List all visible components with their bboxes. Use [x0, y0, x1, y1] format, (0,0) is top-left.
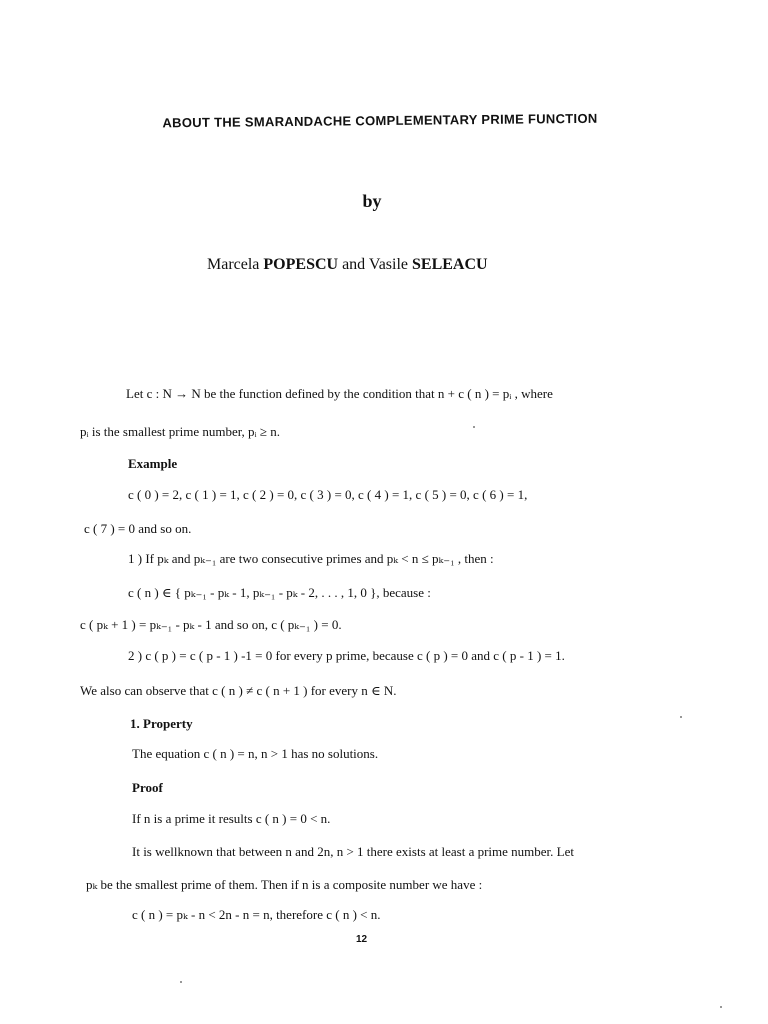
scan-speck [473, 426, 475, 428]
property-statement: The equation c ( n ) = n, n > 1 has no solutions. [132, 746, 379, 761]
author-2-last-name: SELEACU [412, 256, 488, 273]
author-1-last-name: POPESCU [263, 256, 339, 273]
scan-speck [720, 1006, 722, 1008]
item-1-line-2: c ( n ) ∈ { pₖ₋₁ - pₖ - 1, pₖ₋₁ - pₖ - 2, . . . , 1, 0 }, because : [128, 585, 431, 600]
author-2-first-name: Vasile [368, 256, 409, 273]
paper-title: ABOUT THE SMARANDACHE COMPLEMENTARY PRIME FUNCTION [162, 110, 598, 131]
author-conjunction: and [342, 256, 366, 273]
byline: by [362, 191, 382, 211]
author-1-first-name: Marcela [207, 256, 260, 273]
item-2-line-2: We also can observe that c ( n ) ≠ c ( n + 1 ) for every n ∈ N. [80, 683, 397, 698]
scan-speck [180, 981, 182, 983]
item-2-line-1: 2 ) c ( p ) = c ( p - 1 ) -1 = 0 for every p prime, because c ( p ) = 0 and c ( p - 1 ) = 1. [128, 648, 565, 663]
proof-line-3: pₖ be the smallest prime of them. Then if n is a composite number we have : [86, 877, 483, 892]
author-list [207, 256, 488, 274]
proof-line-1: If n is a prime it results c ( n ) = 0 < n. [132, 811, 331, 826]
intro-line-1: Let c : N → N be the function defined by the condition that n + c ( n ) = pᵢ , where [126, 386, 553, 401]
example-line-2: c ( 7 ) = 0 and so on. [84, 521, 192, 536]
item-1-line-3: c ( pₖ + 1 ) = pₖ₋₁ - pₖ - 1 and so on, c ( pₖ₋₁ ) = 0. [80, 617, 342, 632]
proof-line-2: It is wellknown that between n and 2n, n > 1 there exists at least a prime number. Let [132, 844, 574, 859]
property-heading: 1. Property [130, 716, 193, 731]
example-line-1: c ( 0 ) = 2, c ( 1 ) = 1, c ( 2 ) = 0, c ( 3 ) = 0, c ( 4 ) = 1, c ( 5 ) = 0, c ( 6 ) = 1, [128, 487, 528, 502]
scan-speck [680, 716, 682, 718]
example-heading: Example [128, 456, 178, 471]
page-number: 12 [356, 934, 368, 945]
item-1-line-1: 1 ) If pₖ and pₖ₋₁ are two consecutive primes and pₖ < n ≤ pₖ₋₁ , then : [128, 551, 494, 566]
proof-heading: Proof [132, 780, 163, 795]
intro-line-2: pᵢ is the smallest prime number, pᵢ ≥ n. [80, 424, 281, 439]
proof-line-4: c ( n ) = pₖ - n < 2n - n = n, therefore c ( n ) < n. [132, 907, 381, 922]
